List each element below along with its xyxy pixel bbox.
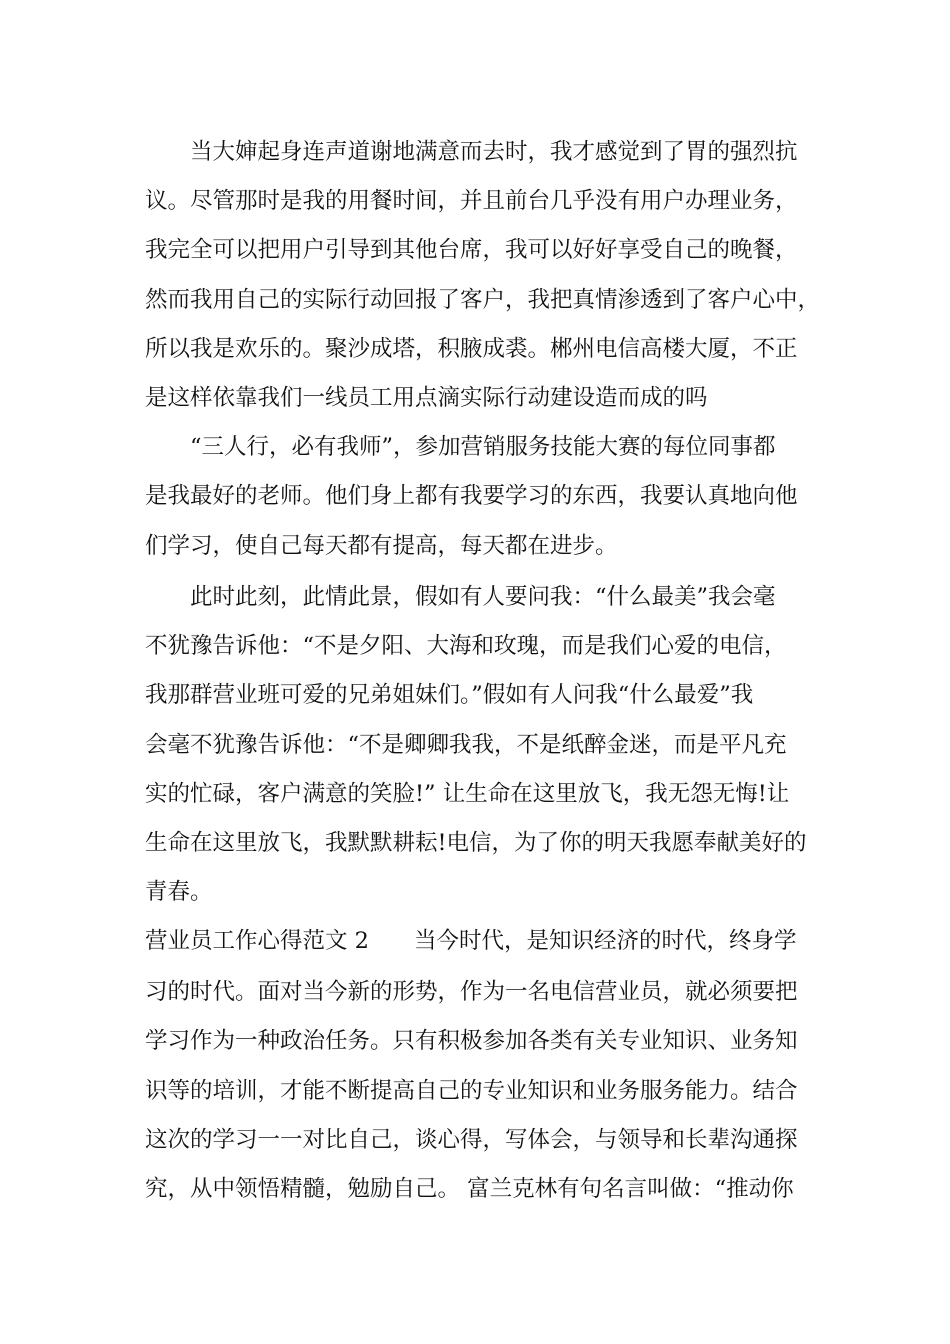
text-line: 议。尽管那时是我的用餐时间，并且前台几乎没有用户办理业务， <box>145 188 798 214</box>
text-line: 会毫不犹豫告诉他：“不是卿卿我我，不是纸醉金迷，而是平凡充 <box>145 732 787 758</box>
text-line: 们学习，使自己每天都有提高，每天都在进步。 <box>145 533 618 559</box>
text-line: 学习作为一种政治任务。只有积极参加各类有关专业知识、业务知 <box>145 1028 798 1054</box>
text-line: 所以我是欢乐的。聚沙成塔，积腋成裘。郴州电信高楼大厦，不正 <box>145 336 798 362</box>
text-line: 识等的培训，才能不断提高自己的专业知识和业务服务能力。结合 <box>145 1078 798 1104</box>
text-line: 是这样依靠我们一线员工用点滴实际行动建设造而成的吗 <box>145 385 708 411</box>
text-line: 习的时代。面对当今新的形势，作为一名电信营业员，就必须要把 <box>145 979 798 1005</box>
text-line: 这次的学习一一对比自己，谈心得，写体会，与领导和长辈沟通探 <box>145 1127 798 1153</box>
text-line: 青春。 <box>145 879 213 905</box>
text-line: 然而我用自己的实际行动回报了客户，我把真情渗透到了客户心中， <box>145 287 821 313</box>
text-line: 当大婶起身连声道谢地满意而去时，我才感觉到了胃的强烈抗 <box>145 139 798 165</box>
text-line: “三人行，必有我师”，参加营销服务技能大赛的每位同事都 <box>145 434 776 460</box>
text-line: 不犹豫告诉他：“不是夕阳、大海和玫瑰，而是我们心爱的电信， <box>145 633 787 659</box>
text-line: 我完全可以把用户引导到其他台席，我可以好好享受自己的晚餐， <box>145 237 798 263</box>
text-line: 究，从中领悟精髓，勉励自己。 富兰克林有句名言叫做：“推动你 <box>145 1176 794 1202</box>
text-line: 营业员工作心得范文 2 当今时代，是知识经济的时代，终身学 <box>145 928 797 954</box>
text-line: 生命在这里放飞，我默默耕耘!电信，为了你的明天我愿奉献美好的 <box>145 830 807 856</box>
text-line: 实的忙碌，客户满意的笑脸!” 让生命在这里放飞，我无怨无悔!让 <box>145 781 790 807</box>
text-line: 此时此刻，此情此景，假如有人要问我：“什么最美”我会毫 <box>145 584 776 610</box>
text-line: 是我最好的老师。他们身上都有我要学习的东西，我要认真地向他 <box>145 483 798 509</box>
text-line: 我那群营业班可爱的兄弟姐妹们。”假如有人问我“什么最爱”我 <box>145 682 754 708</box>
